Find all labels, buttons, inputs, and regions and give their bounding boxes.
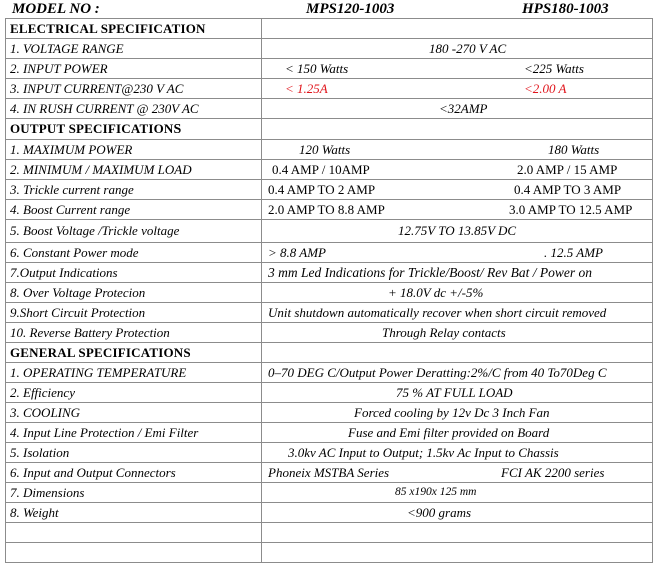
spec-value-b: FCI AK 2200 series <box>501 465 605 480</box>
model-a: MPS120-1003 <box>306 1 395 17</box>
spec-value-cell <box>262 283 653 303</box>
blank-cell <box>262 523 653 543</box>
spec-value-cell <box>262 79 653 99</box>
spec-value: <32AMP <box>439 101 488 116</box>
spec-value-a: > 8.8 AMP <box>268 245 326 260</box>
model-label: MODEL NO : <box>12 1 100 17</box>
spec-value-cell <box>262 503 653 523</box>
spec-value-cell <box>262 140 653 160</box>
spec-row <box>6 39 653 59</box>
spec-value-a: 0.4 AMP / 10AMP <box>272 162 370 177</box>
spec-value-cell <box>262 200 653 220</box>
spec-label: 2. INPUT POWER <box>6 59 262 79</box>
spec-value-cell <box>262 463 653 483</box>
spec-value: Fuse and Emi filter provided on Board <box>348 425 550 440</box>
spec-label: 2. MINIMUM / MAXIMUM LOAD <box>6 160 262 180</box>
spec-value-cell <box>262 363 653 383</box>
spec-row <box>6 200 653 220</box>
spec-label: 8. Over Voltage Protecion <box>6 283 262 303</box>
spec-value-cell <box>262 263 653 283</box>
spec-label: 4. Input Line Protection / Emi Filter <box>6 423 262 443</box>
spec-row <box>6 443 653 463</box>
spec-label: 3. COOLING <box>6 403 262 423</box>
spec-label: 6. Constant Power mode <box>6 243 262 263</box>
spec-value-a: 2.0 AMP TO 8.8 AMP <box>268 202 385 217</box>
spec-value-b: 180 Watts <box>548 142 600 157</box>
spec-label: 1. OPERATING TEMPERATURE <box>6 363 262 383</box>
spec-value-b: . 12.5 AMP <box>544 245 603 260</box>
section-title-general: GENERAL SPECIFICATIONS <box>6 343 262 363</box>
model-header <box>0 0 657 18</box>
spec-value: 3 mm Led Indications for Trickle/Boost/ Rev Bat / Power on <box>268 265 592 280</box>
spec-label: 1. MAXIMUM POWER <box>6 140 262 160</box>
spec-row <box>6 180 653 200</box>
spec-value-b: 2.0 AMP / 15 AMP <box>517 162 618 177</box>
spec-label: 7.Output Indications <box>6 263 262 283</box>
spec-value: <900 grams <box>407 505 472 520</box>
spec-value: 85 x190x 125 mm <box>395 486 477 498</box>
spec-label: 4. Boost Current range <box>6 200 262 220</box>
spec-value-cell <box>262 323 653 343</box>
spec-row <box>6 363 653 383</box>
spec-value: 3.0kv AC Input to Output; 1.5kv Ac Input to Chassis <box>288 445 559 460</box>
spec-row <box>6 220 653 243</box>
blank-cell <box>262 19 653 39</box>
spec-label: 1. VOLTAGE RANGE <box>6 39 262 59</box>
spec-row <box>6 59 653 79</box>
spec-row <box>6 503 653 523</box>
spec-label: 10. Reverse Battery Protection <box>6 323 262 343</box>
spec-value: Forced cooling by 12v Dc 3 Inch Fan <box>354 405 550 420</box>
spec-value: Through Relay contacts <box>382 325 506 340</box>
section-title-electrical: ELECTRICAL SPECIFICATION <box>6 19 262 39</box>
spec-label: 4. IN RUSH CURRENT @ 230V AC <box>6 99 262 119</box>
blank-cell <box>262 343 653 363</box>
spec-row <box>6 79 653 99</box>
spec-value: Unit shutdown automatically recover when short circuit removed <box>268 305 607 320</box>
spec-label: 5. Isolation <box>6 443 262 463</box>
spec-value-cell <box>262 39 653 59</box>
spec-row <box>6 243 653 263</box>
section-title-output: OUTPUT SPECIFICATIONS <box>6 119 262 140</box>
blank-cell <box>262 119 653 140</box>
spec-value-b: 0.4 AMP TO 3 AMP <box>514 182 622 197</box>
spec-row <box>6 463 653 483</box>
spec-value-a: < 1.25A <box>285 81 328 96</box>
spec-value: 0–70 DEG C/Output Power Deratting:2%/C from 40 To70Deg C <box>268 365 607 380</box>
spec-value-b: <2.00 A <box>524 81 567 96</box>
spec-label: 6. Input and Output Connectors <box>6 463 262 483</box>
spec-value-cell <box>262 160 653 180</box>
spec-row <box>6 383 653 403</box>
spec-row <box>6 263 653 283</box>
blank-cell <box>6 523 262 543</box>
empty-row <box>6 523 653 543</box>
spec-value-cell <box>262 423 653 443</box>
spec-value-a: 120 Watts <box>299 142 351 157</box>
spec-row <box>6 423 653 443</box>
spec-label: 9.Short Circuit Protection <box>6 303 262 323</box>
spec-label: 3. INPUT CURRENT@230 V AC <box>6 79 262 99</box>
spec-row <box>6 483 653 503</box>
spec-value-cell <box>262 303 653 323</box>
spec-label: 8. Weight <box>6 503 262 523</box>
section-row-electrical <box>6 19 653 39</box>
spec-value-cell <box>262 443 653 463</box>
spec-row <box>6 160 653 180</box>
spec-value-cell <box>262 383 653 403</box>
spec-value-a: 0.4 AMP TO 2 AMP <box>268 182 376 197</box>
spec-row <box>6 403 653 423</box>
spec-value-cell <box>262 99 653 119</box>
section-row-general <box>6 343 653 363</box>
spec-label: 7. Dimensions <box>6 483 262 503</box>
section-row-output <box>6 119 653 140</box>
spec-label: 5. Boost Voltage /Trickle voltage <box>6 220 262 243</box>
spec-value: + 18.0V dc +/-5% <box>388 285 484 300</box>
spec-row <box>6 283 653 303</box>
spec-table <box>5 18 653 563</box>
spec-value-b: <225 Watts <box>524 61 584 76</box>
spec-row <box>6 99 653 119</box>
spec-value-cell <box>262 243 653 263</box>
spec-label: 2. Efficiency <box>6 383 262 403</box>
spec-value-a: Phoneix MSTBA Series <box>268 465 390 480</box>
spec-value-cell <box>262 180 653 200</box>
spec-value-a: < 150 Watts <box>285 61 349 76</box>
spec-value: 12.75V TO 13.85V DC <box>398 223 517 238</box>
spec-value-b: 3.0 AMP TO 12.5 AMP <box>509 202 633 217</box>
spec-row <box>6 303 653 323</box>
spec-label: 3. Trickle current range <box>6 180 262 200</box>
spec-value-cell <box>262 483 653 503</box>
spec-row <box>6 140 653 160</box>
spec-row <box>6 323 653 343</box>
spec-value-cell <box>262 403 653 423</box>
model-b: HPS180-1003 <box>522 1 609 17</box>
spec-value-cell <box>262 220 653 243</box>
spec-value: 75 % AT FULL LOAD <box>396 385 513 400</box>
spec-value: 180 -270 V AC <box>429 41 507 56</box>
spec-value-cell <box>262 59 653 79</box>
